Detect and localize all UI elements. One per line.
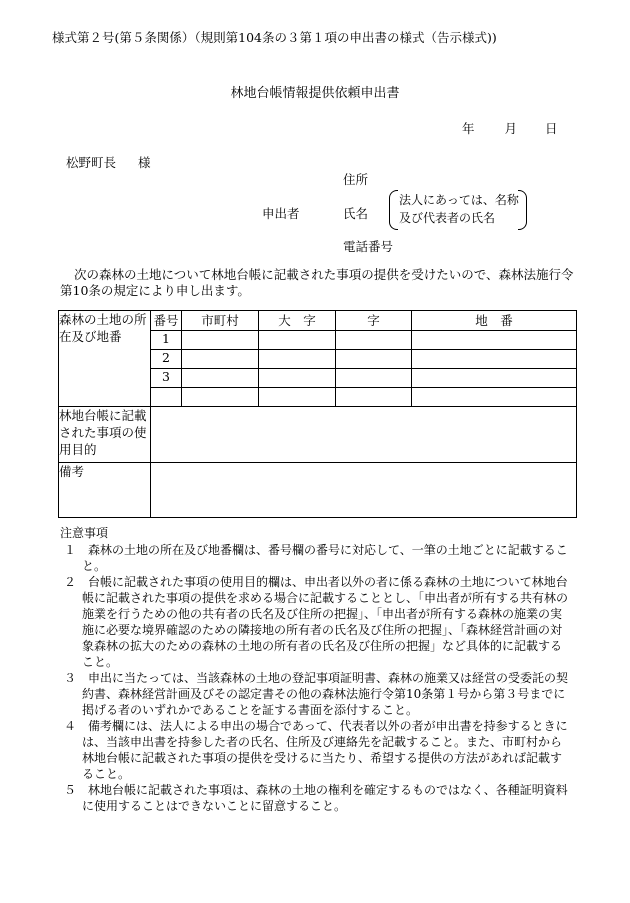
municipality-cell[interactable] bbox=[182, 331, 259, 350]
form-number: 様式第２号(第５条関係）（規則第104条の３第１項の申出書の様式（告示様式)) bbox=[52, 30, 497, 45]
date-year: 年 bbox=[462, 121, 475, 136]
col-municipality: 市町村 bbox=[182, 311, 259, 331]
bracket-right bbox=[518, 190, 527, 230]
notes-heading: 注意事項 bbox=[60, 526, 109, 540]
note-item: ３ 申出に当たっては、当該森林の土地の登記事項証明書、森林の施業又は経営の受委託の契約書、森林経営計画及びその認定書その他の森林法施行令第10条第１号から第３号までに掲げる者のいずれかであることを証する書面を添付すること。 bbox=[64, 671, 569, 717]
lot-number-cell[interactable] bbox=[412, 369, 577, 388]
location-label: 森林の土地の所在及び地番 bbox=[59, 311, 151, 407]
oaza-cell[interactable] bbox=[259, 331, 336, 350]
remarks-row bbox=[59, 463, 577, 518]
name-label: 氏名 bbox=[343, 206, 369, 221]
corporate-note-text: 法人にあっては、名称及び代表者の氏名 bbox=[399, 193, 519, 225]
row-number: 1 bbox=[151, 331, 182, 350]
bracket-left bbox=[389, 190, 398, 230]
application-table bbox=[58, 310, 577, 518]
date-day: 日 bbox=[545, 121, 558, 136]
purpose-cell[interactable] bbox=[151, 407, 577, 463]
row-number: 3 bbox=[151, 369, 182, 388]
note-item: ５ 林地台帳に記載された事項は、森林の土地の権利を確定するものではなく、各種証明資料に使用することはできないことに留意すること。 bbox=[64, 783, 568, 813]
date-month: 月 bbox=[504, 121, 518, 136]
remarks-cell[interactable] bbox=[151, 463, 577, 518]
addressee bbox=[66, 155, 151, 170]
municipality-cell[interactable] bbox=[182, 388, 259, 407]
col-number: 番号 bbox=[151, 311, 182, 331]
col-oaza: 大 字 bbox=[259, 311, 336, 331]
aza-cell[interactable] bbox=[336, 369, 412, 388]
remarks-label: 備考 bbox=[59, 463, 151, 518]
note-item: １ 森林の土地の所在及び地番欄は、番号欄の番号に対応して、一筆の土地ごとに記載すること。 bbox=[64, 543, 568, 573]
purpose-row bbox=[59, 407, 577, 463]
table-header-row bbox=[59, 311, 577, 331]
applicant-label: 申出者 bbox=[262, 206, 300, 221]
aza-cell[interactable] bbox=[336, 331, 412, 350]
col-aza: 字 bbox=[336, 311, 412, 331]
lot-number-cell[interactable] bbox=[412, 388, 577, 407]
oaza-cell[interactable] bbox=[259, 350, 336, 369]
note-item: ４ 備考欄には、法人による申出の場合であって、代表者以外の者が申出書を持参するときには、当該申出書を持参した者の氏名、住所及び連絡先を記載すること。また、市町村から林地台帳に記載された事項の提供を受けるに当たり、希望する提供の方法があれば記載すること。 bbox=[64, 719, 568, 781]
date-line bbox=[462, 121, 558, 136]
notes-section bbox=[60, 525, 572, 814]
oaza-cell[interactable] bbox=[259, 388, 336, 407]
row-number: 2 bbox=[151, 350, 182, 369]
aza-cell[interactable] bbox=[336, 388, 412, 407]
municipality-cell[interactable] bbox=[182, 369, 259, 388]
address-label: 住所 bbox=[343, 172, 369, 187]
col-lot-number: 地 番 bbox=[412, 311, 577, 331]
addressee-honorific: 様 bbox=[138, 155, 151, 170]
intro-text: 次の森林の土地について林地台帳に記載された事項の提供を受けたいので、森林法施行令第10条の規定により申し出ます。 bbox=[60, 267, 574, 298]
municipality-cell[interactable] bbox=[182, 350, 259, 369]
addressee-name: 松野町長 bbox=[66, 155, 117, 170]
corporate-name-note bbox=[389, 190, 527, 228]
lot-number-cell[interactable] bbox=[412, 331, 577, 350]
tel-label: 電話番号 bbox=[343, 239, 394, 254]
oaza-cell[interactable] bbox=[259, 369, 336, 388]
row-number bbox=[151, 388, 182, 407]
aza-cell[interactable] bbox=[336, 350, 412, 369]
lot-number-cell[interactable] bbox=[412, 350, 577, 369]
document-title: 林地台帳情報提供依頼申出書 bbox=[230, 86, 400, 101]
purpose-label: 林地台帳に記載された事項の使用目的 bbox=[59, 407, 151, 463]
note-item: ２ 台帳に記載された事項の使用目的欄は、申出者以外の者に係る森林の土地について林地台帳に記載された事項の提供を求める場合に記載することとし、「申出者が所有する共有林の施業を行うための他の共有者の氏名及び住所の把握」、「申出者が所有する森林の施業の実施に必要な境界確認のための隣接地の所有者の氏名及び住所の把握」、「森林経営計画の対象森林の拡大のための森林の土地の所有者の氏名及び住所の把握」など具体的に記載すること。 bbox=[64, 575, 569, 669]
